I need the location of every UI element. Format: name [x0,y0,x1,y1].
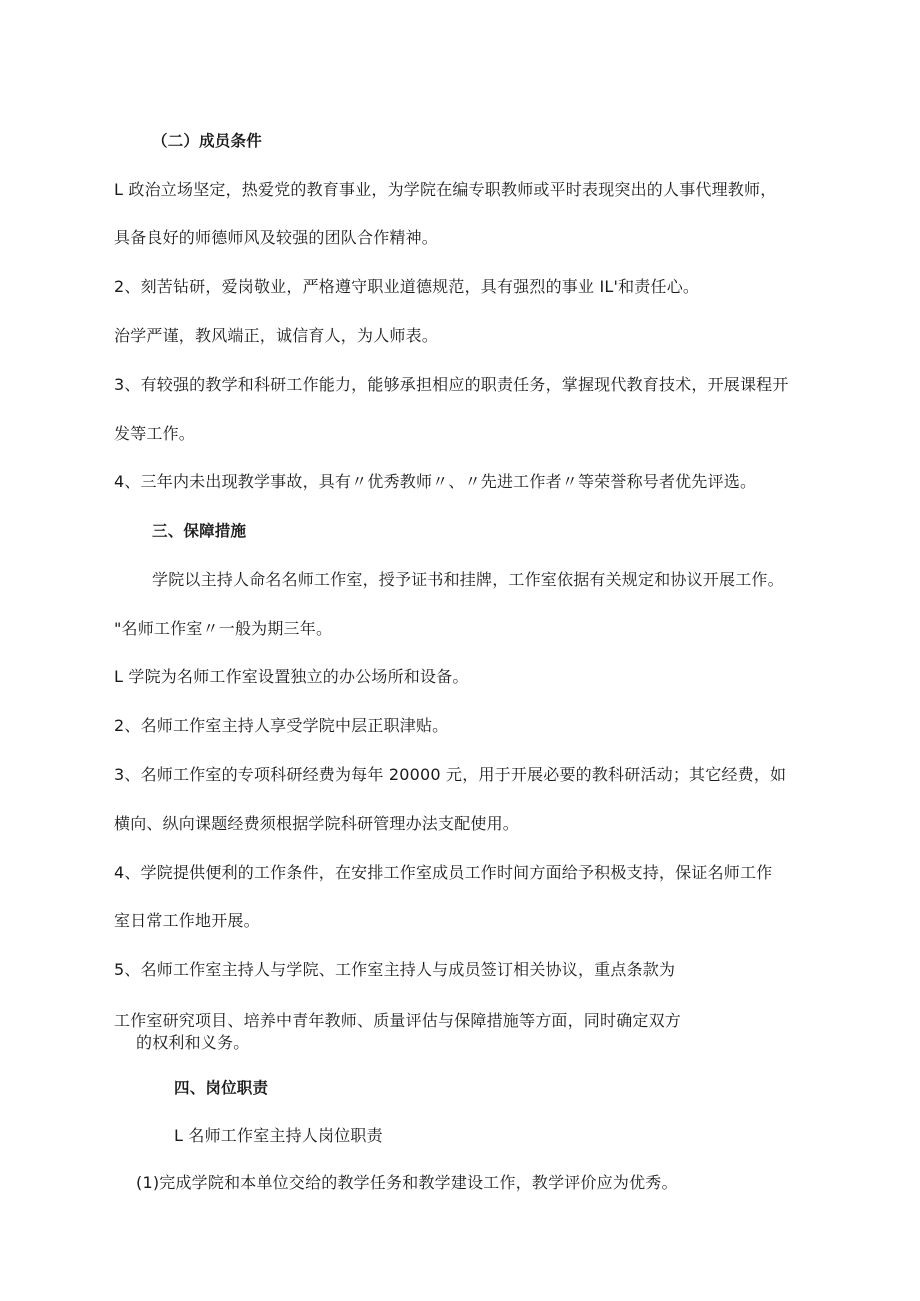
paragraph-line: 4、三年内未出现教学事故，具有〃优秀教师〃、〃先进工作者〃等荣誉称号者优先评选。 [114,472,757,491]
paragraph-line: 4、学院提供便利的工作条件，在安排工作室成员工作时间方面给予积极支持，保证名师工作 [114,863,773,882]
section-heading-safeguards: 三、保障措施 [152,522,247,540]
paragraph-line: 工作室研究项目、培养中青年教师、质量评估与保障措施等方面，同时确定双方 [114,1011,682,1030]
paragraph-line: 治学严谨，教风端正，诚信育人，为人师表。 [114,326,439,345]
paragraph-line: 2、刻苦钻研，爱岗敬业，严格遵守职业道德规范，具有强烈的事业 IL'和责任心。 [114,277,700,296]
paragraph-line: 3、有较强的教学和科研工作能力，能够承担相应的职责任务，掌握现代教育技术，开展课程开 [114,375,789,394]
paragraph-line: 具备良好的师德师风及较强的团队合作精神。 [114,228,439,247]
paragraph-line: 2、名师工作室主持人享受学院中层正职津贴。 [114,716,449,735]
paragraph-line: (1)完成学院和本单位交给的教学任务和教学建设工作，教学评价应为优秀。 [136,1173,678,1192]
section-heading-member-conditions: （二）成员条件 [152,132,262,150]
paragraph-line: L 政治立场坚定，热爱党的教育事业，为学院在编专职教师或平时表现突出的人事代理教师， [114,180,777,199]
paragraph-line: 3、名师工作室的专项科研经费为每年 20000 元，用于开展必要的教科研活动；其它经费，如 [114,765,787,784]
paragraph-line: "名师工作室〃一般为期三年。 [114,619,333,638]
paragraph-line: 学院以主持人命名名师工作室，授予证书和挂牌，工作室依据有关规定和协议开展工作。 [152,570,784,589]
paragraph-line: 横向、纵向课题经费须根据学院科研管理办法支配使用。 [114,814,520,833]
paragraph-line: 室日常工作地开展。 [114,911,260,930]
paragraph-line: 5、名师工作室主持人与学院、工作室主持人与成员签订相关协议，重点条款为 [114,960,676,979]
paragraph-line: L 名师工作室主持人岗位职责 [174,1126,383,1145]
paragraph-line: 发等工作。 [114,424,196,443]
paragraph-line: 的权利和义务。 [136,1033,250,1052]
section-heading-job-duties: 四、岗位职责 [174,1079,269,1097]
paragraph-line: L 学院为名师工作室设置独立的办公场所和设备。 [114,667,469,686]
